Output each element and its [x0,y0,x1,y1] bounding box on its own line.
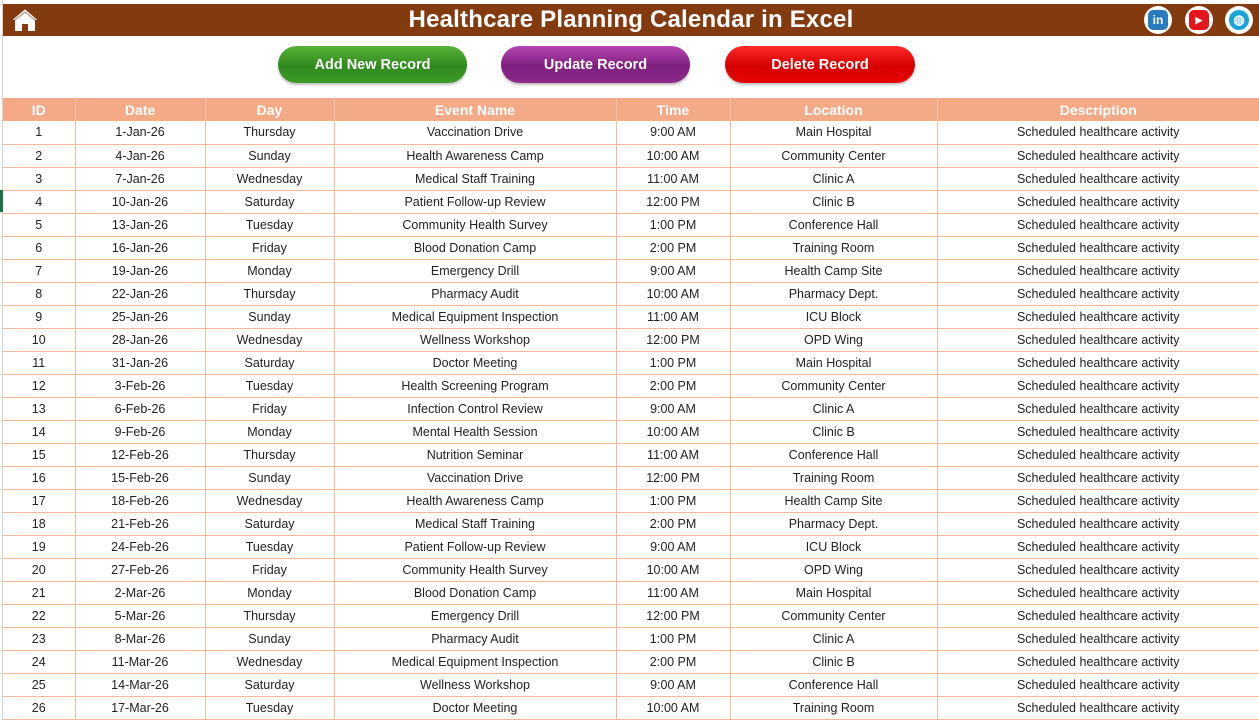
table-body [3,121,1259,719]
cell-description[interactable]: Scheduled healthcare activity [937,121,1259,144]
cell-day[interactable]: Wednesday [205,650,334,673]
cell-description[interactable]: Scheduled healthcare activity [937,305,1259,328]
cell-id[interactable]: 4 [3,190,75,213]
cell-id[interactable]: 10 [3,328,75,351]
cell-time[interactable]: 2:00 PM [616,374,730,397]
cell-day[interactable]: Sunday [205,466,334,489]
cell-location[interactable]: Community Center [730,144,937,167]
cell-day[interactable]: Monday [205,581,334,604]
cell-date[interactable]: 8-Mar-26 [75,627,205,650]
update-record-button[interactable]: Update Record [501,46,690,83]
cell-event-name[interactable]: Pharmacy Audit [334,282,616,305]
table-row[interactable] [3,489,1259,512]
cell-location[interactable]: Main Hospital [730,121,937,144]
youtube-button[interactable] [1185,6,1213,34]
table-row[interactable] [3,443,1259,466]
cell-description[interactable]: Scheduled healthcare activity [937,489,1259,512]
cell-day[interactable]: Saturday [205,351,334,374]
cell-description[interactable]: Scheduled healthcare activity [937,443,1259,466]
cell-description[interactable]: Scheduled healthcare activity [937,466,1259,489]
cell-location[interactable]: OPD Wing [730,328,937,351]
cell-location[interactable]: Clinic B [730,190,937,213]
website-button[interactable] [1225,6,1253,34]
table-row[interactable] [3,121,1259,144]
cell-date[interactable]: 5-Mar-26 [75,604,205,627]
cell-location[interactable]: Training Room [730,236,937,259]
table-row[interactable] [3,167,1259,190]
cell-time[interactable]: 12:00 PM [616,328,730,351]
cell-id[interactable]: 17 [3,489,75,512]
cell-event-name[interactable]: Community Health Survey [334,558,616,581]
cell-day[interactable]: Friday [205,236,334,259]
cell-id[interactable]: 13 [3,397,75,420]
cell-id[interactable]: 25 [3,673,75,696]
cell-description[interactable]: Scheduled healthcare activity [937,604,1259,627]
cell-event-name[interactable]: Medical Staff Training [334,512,616,535]
cell-date[interactable]: 21-Feb-26 [75,512,205,535]
cell-location[interactable]: Community Center [730,604,937,627]
globe-icon: ◍ [1229,10,1249,30]
records-table [3,98,1259,720]
cell-location[interactable]: Pharmacy Dept. [730,512,937,535]
cell-location[interactable]: Clinic B [730,420,937,443]
cell-time[interactable]: 12:00 PM [616,604,730,627]
cell-id[interactable]: 2 [3,144,75,167]
cell-event-name[interactable]: Patient Follow-up Review [334,535,616,558]
table-row[interactable] [3,673,1259,696]
cell-time[interactable]: 1:00 PM [616,489,730,512]
cell-date[interactable]: 1-Jan-26 [75,121,205,144]
cell-day[interactable]: Monday [205,259,334,282]
cell-location[interactable]: Main Hospital [730,581,937,604]
cell-event-name[interactable]: Medical Equipment Inspection [334,650,616,673]
cell-location[interactable]: Health Camp Site [730,489,937,512]
cell-description[interactable]: Scheduled healthcare activity [937,213,1259,236]
cell-day[interactable]: Saturday [205,190,334,213]
cell-date[interactable]: 31-Jan-26 [75,351,205,374]
cell-time[interactable]: 2:00 PM [616,512,730,535]
cell-day[interactable]: Friday [205,397,334,420]
cell-event-name[interactable]: Blood Donation Camp [334,581,616,604]
column-header-event-name[interactable]: Event Name [334,98,616,121]
cell-event-name[interactable]: Patient Follow-up Review [334,190,616,213]
cell-time[interactable]: 9:00 AM [616,259,730,282]
cell-event-name[interactable]: Mental Health Session [334,420,616,443]
cell-time[interactable]: 10:00 AM [616,144,730,167]
cell-event-name[interactable]: Nutrition Seminar [334,443,616,466]
cell-date[interactable]: 6-Feb-26 [75,397,205,420]
cell-date[interactable]: 18-Feb-26 [75,489,205,512]
cell-event-name[interactable]: Doctor Meeting [334,696,616,719]
cell-event-name[interactable]: Emergency Drill [334,604,616,627]
cell-date[interactable]: 15-Feb-26 [75,466,205,489]
cell-date[interactable]: 16-Jan-26 [75,236,205,259]
table-row[interactable] [3,627,1259,650]
cell-description[interactable]: Scheduled healthcare activity [937,627,1259,650]
table-row[interactable] [3,190,1259,213]
cell-description[interactable]: Scheduled healthcare activity [937,167,1259,190]
page-title: Healthcare Planning Calendar in Excel [408,6,854,33]
cell-description[interactable]: Scheduled healthcare activity [937,374,1259,397]
cell-event-name[interactable]: Wellness Workshop [334,673,616,696]
cell-location[interactable]: Community Center [730,374,937,397]
cell-id[interactable]: 15 [3,443,75,466]
cell-event-name[interactable]: Health Screening Program [334,374,616,397]
cell-time[interactable]: 1:00 PM [616,351,730,374]
cell-event-name[interactable]: Pharmacy Audit [334,627,616,650]
table-row[interactable] [3,236,1259,259]
cell-date[interactable]: 22-Jan-26 [75,282,205,305]
cell-date[interactable]: 2-Mar-26 [75,581,205,604]
cell-description[interactable]: Scheduled healthcare activity [937,535,1259,558]
cell-id[interactable]: 7 [3,259,75,282]
cell-time[interactable]: 12:00 PM [616,190,730,213]
cell-date[interactable]: 13-Jan-26 [75,213,205,236]
table-row[interactable] [3,581,1259,604]
cell-location[interactable]: Clinic A [730,397,937,420]
cell-event-name[interactable]: Medical Equipment Inspection [334,305,616,328]
cell-event-name[interactable]: Blood Donation Camp [334,236,616,259]
cell-date[interactable]: 14-Mar-26 [75,673,205,696]
table-row[interactable] [3,420,1259,443]
cell-description[interactable]: Scheduled healthcare activity [937,144,1259,167]
cell-time[interactable]: 11:00 AM [616,305,730,328]
cell-id[interactable]: 5 [3,213,75,236]
cell-date[interactable]: 3-Feb-26 [75,374,205,397]
table-row[interactable] [3,144,1259,167]
cell-id[interactable]: 19 [3,535,75,558]
cell-day[interactable]: Thursday [205,282,334,305]
cell-date[interactable]: 11-Mar-26 [75,650,205,673]
cell-time[interactable]: 11:00 AM [616,581,730,604]
cell-time[interactable]: 10:00 AM [616,420,730,443]
cell-id[interactable]: 23 [3,627,75,650]
cell-id[interactable]: 8 [3,282,75,305]
cell-description[interactable]: Scheduled healthcare activity [937,259,1259,282]
table-header-row [3,98,1259,121]
cell-event-name[interactable]: Health Awareness Camp [334,489,616,512]
column-header-description[interactable]: Description [937,98,1259,121]
cell-date[interactable]: 4-Jan-26 [75,144,205,167]
cell-day[interactable]: Friday [205,558,334,581]
table-row[interactable] [3,328,1259,351]
cell-time[interactable]: 2:00 PM [616,650,730,673]
cell-location[interactable]: Training Room [730,696,937,719]
cell-id[interactable]: 16 [3,466,75,489]
cell-location[interactable]: Health Camp Site [730,259,937,282]
cell-event-name[interactable]: Vaccination Drive [334,121,616,144]
table-row[interactable] [3,259,1259,282]
cell-day[interactable]: Monday [205,420,334,443]
cell-description[interactable]: Scheduled healthcare activity [937,420,1259,443]
linkedin-icon: in [1148,10,1168,30]
cell-description[interactable]: Scheduled healthcare activity [937,673,1259,696]
cell-event-name[interactable]: Health Awareness Camp [334,144,616,167]
cell-day[interactable]: Saturday [205,673,334,696]
home-icon[interactable] [11,7,39,33]
cell-event-name[interactable]: Infection Control Review [334,397,616,420]
cell-description[interactable]: Scheduled healthcare activity [937,328,1259,351]
table-row[interactable] [3,696,1259,719]
add-new-record-button[interactable]: Add New Record [278,46,467,83]
cell-event-name[interactable]: Wellness Workshop [334,328,616,351]
cell-description[interactable]: Scheduled healthcare activity [937,397,1259,420]
cell-description[interactable]: Scheduled healthcare activity [937,650,1259,673]
cell-location[interactable]: Clinic B [730,650,937,673]
cell-day[interactable]: Wednesday [205,328,334,351]
cell-day[interactable]: Tuesday [205,696,334,719]
cell-id[interactable]: 1 [3,121,75,144]
cell-id[interactable]: 24 [3,650,75,673]
cell-event-name[interactable]: Vaccination Drive [334,466,616,489]
cell-day[interactable]: Saturday [205,512,334,535]
cell-date[interactable]: 12-Feb-26 [75,443,205,466]
cell-location[interactable]: Pharmacy Dept. [730,282,937,305]
column-header-location[interactable]: Location [730,98,937,121]
cell-date[interactable]: 24-Feb-26 [75,535,205,558]
cell-date[interactable]: 17-Mar-26 [75,696,205,719]
cell-description[interactable]: Scheduled healthcare activity [937,581,1259,604]
cell-time[interactable]: 9:00 AM [616,397,730,420]
cell-time[interactable]: 10:00 AM [616,696,730,719]
cell-location[interactable]: Clinic A [730,627,937,650]
cell-day[interactable]: Sunday [205,627,334,650]
delete-record-button[interactable]: Delete Record [725,46,915,83]
cell-id[interactable]: 18 [3,512,75,535]
cell-time[interactable]: 2:00 PM [616,236,730,259]
column-header-date[interactable]: Date [75,98,205,121]
cell-description[interactable]: Scheduled healthcare activity [937,512,1259,535]
cell-day[interactable]: Wednesday [205,167,334,190]
table-row[interactable] [3,558,1259,581]
cell-id[interactable]: 3 [3,167,75,190]
action-toolbar [0,46,1259,84]
cell-event-name[interactable]: Community Health Survey [334,213,616,236]
table-row[interactable] [3,397,1259,420]
cell-day[interactable]: Sunday [205,305,334,328]
cell-day[interactable]: Wednesday [205,489,334,512]
cell-event-name[interactable]: Medical Staff Training [334,167,616,190]
table-row[interactable] [3,351,1259,374]
table-row[interactable] [3,282,1259,305]
cell-id[interactable]: 11 [3,351,75,374]
youtube-icon: ▶ [1189,10,1209,30]
cell-date[interactable]: 10-Jan-26 [75,190,205,213]
cell-location[interactable]: Conference Hall [730,673,937,696]
cell-day[interactable]: Sunday [205,144,334,167]
cell-location[interactable]: Conference Hall [730,213,937,236]
table-row[interactable] [3,650,1259,673]
cell-time[interactable]: 11:00 AM [616,443,730,466]
cell-time[interactable]: 1:00 PM [616,213,730,236]
cell-id[interactable]: 26 [3,696,75,719]
table-row[interactable] [3,305,1259,328]
cell-time[interactable]: 9:00 AM [616,121,730,144]
column-header-day[interactable]: Day [205,98,334,121]
cell-day[interactable]: Thursday [205,443,334,466]
cell-date[interactable]: 19-Jan-26 [75,259,205,282]
cell-id[interactable]: 22 [3,604,75,627]
cell-location[interactable]: OPD Wing [730,558,937,581]
cell-day[interactable]: Tuesday [205,213,334,236]
cell-location[interactable]: ICU Block [730,305,937,328]
linkedin-button[interactable] [1144,6,1172,34]
cell-location[interactable]: ICU Block [730,535,937,558]
cell-time[interactable]: 10:00 AM [616,558,730,581]
table-row[interactable] [3,374,1259,397]
cell-description[interactable]: Scheduled healthcare activity [937,236,1259,259]
cell-description[interactable]: Scheduled healthcare activity [937,696,1259,719]
cell-day[interactable]: Thursday [205,604,334,627]
cell-date[interactable]: 7-Jan-26 [75,167,205,190]
table-row[interactable] [3,213,1259,236]
cell-day[interactable]: Tuesday [205,535,334,558]
cell-id[interactable]: 14 [3,420,75,443]
cell-time[interactable]: 9:00 AM [616,673,730,696]
cell-location[interactable]: Conference Hall [730,443,937,466]
cell-description[interactable]: Scheduled healthcare activity [937,351,1259,374]
cell-location[interactable]: Training Room [730,466,937,489]
table-row[interactable] [3,535,1259,558]
cell-date[interactable]: 27-Feb-26 [75,558,205,581]
cell-date[interactable]: 25-Jan-26 [75,305,205,328]
cell-time[interactable]: 12:00 PM [616,466,730,489]
cell-description[interactable]: Scheduled healthcare activity [937,558,1259,581]
cell-location[interactable]: Main Hospital [730,351,937,374]
column-header-time[interactable]: Time [616,98,730,121]
cell-time[interactable]: 1:00 PM [616,627,730,650]
cell-id[interactable]: 6 [3,236,75,259]
cell-time[interactable]: 9:00 AM [616,535,730,558]
cell-id[interactable]: 21 [3,581,75,604]
table-row[interactable] [3,604,1259,627]
cell-event-name[interactable]: Doctor Meeting [334,351,616,374]
cell-event-name[interactable]: Emergency Drill [334,259,616,282]
cell-id[interactable]: 9 [3,305,75,328]
cell-description[interactable]: Scheduled healthcare activity [937,282,1259,305]
column-header-id[interactable]: ID [3,98,75,121]
cell-id[interactable]: 20 [3,558,75,581]
cell-day[interactable]: Thursday [205,121,334,144]
cell-date[interactable]: 28-Jan-26 [75,328,205,351]
cell-time[interactable]: 10:00 AM [616,282,730,305]
cell-description[interactable]: Scheduled healthcare activity [937,190,1259,213]
cell-location[interactable]: Clinic A [730,167,937,190]
cell-time[interactable]: 11:00 AM [616,167,730,190]
table-row[interactable] [3,512,1259,535]
table-row[interactable] [3,466,1259,489]
cell-day[interactable]: Tuesday [205,374,334,397]
cell-date[interactable]: 9-Feb-26 [75,420,205,443]
cell-id[interactable]: 12 [3,374,75,397]
title-banner [3,4,1259,36]
